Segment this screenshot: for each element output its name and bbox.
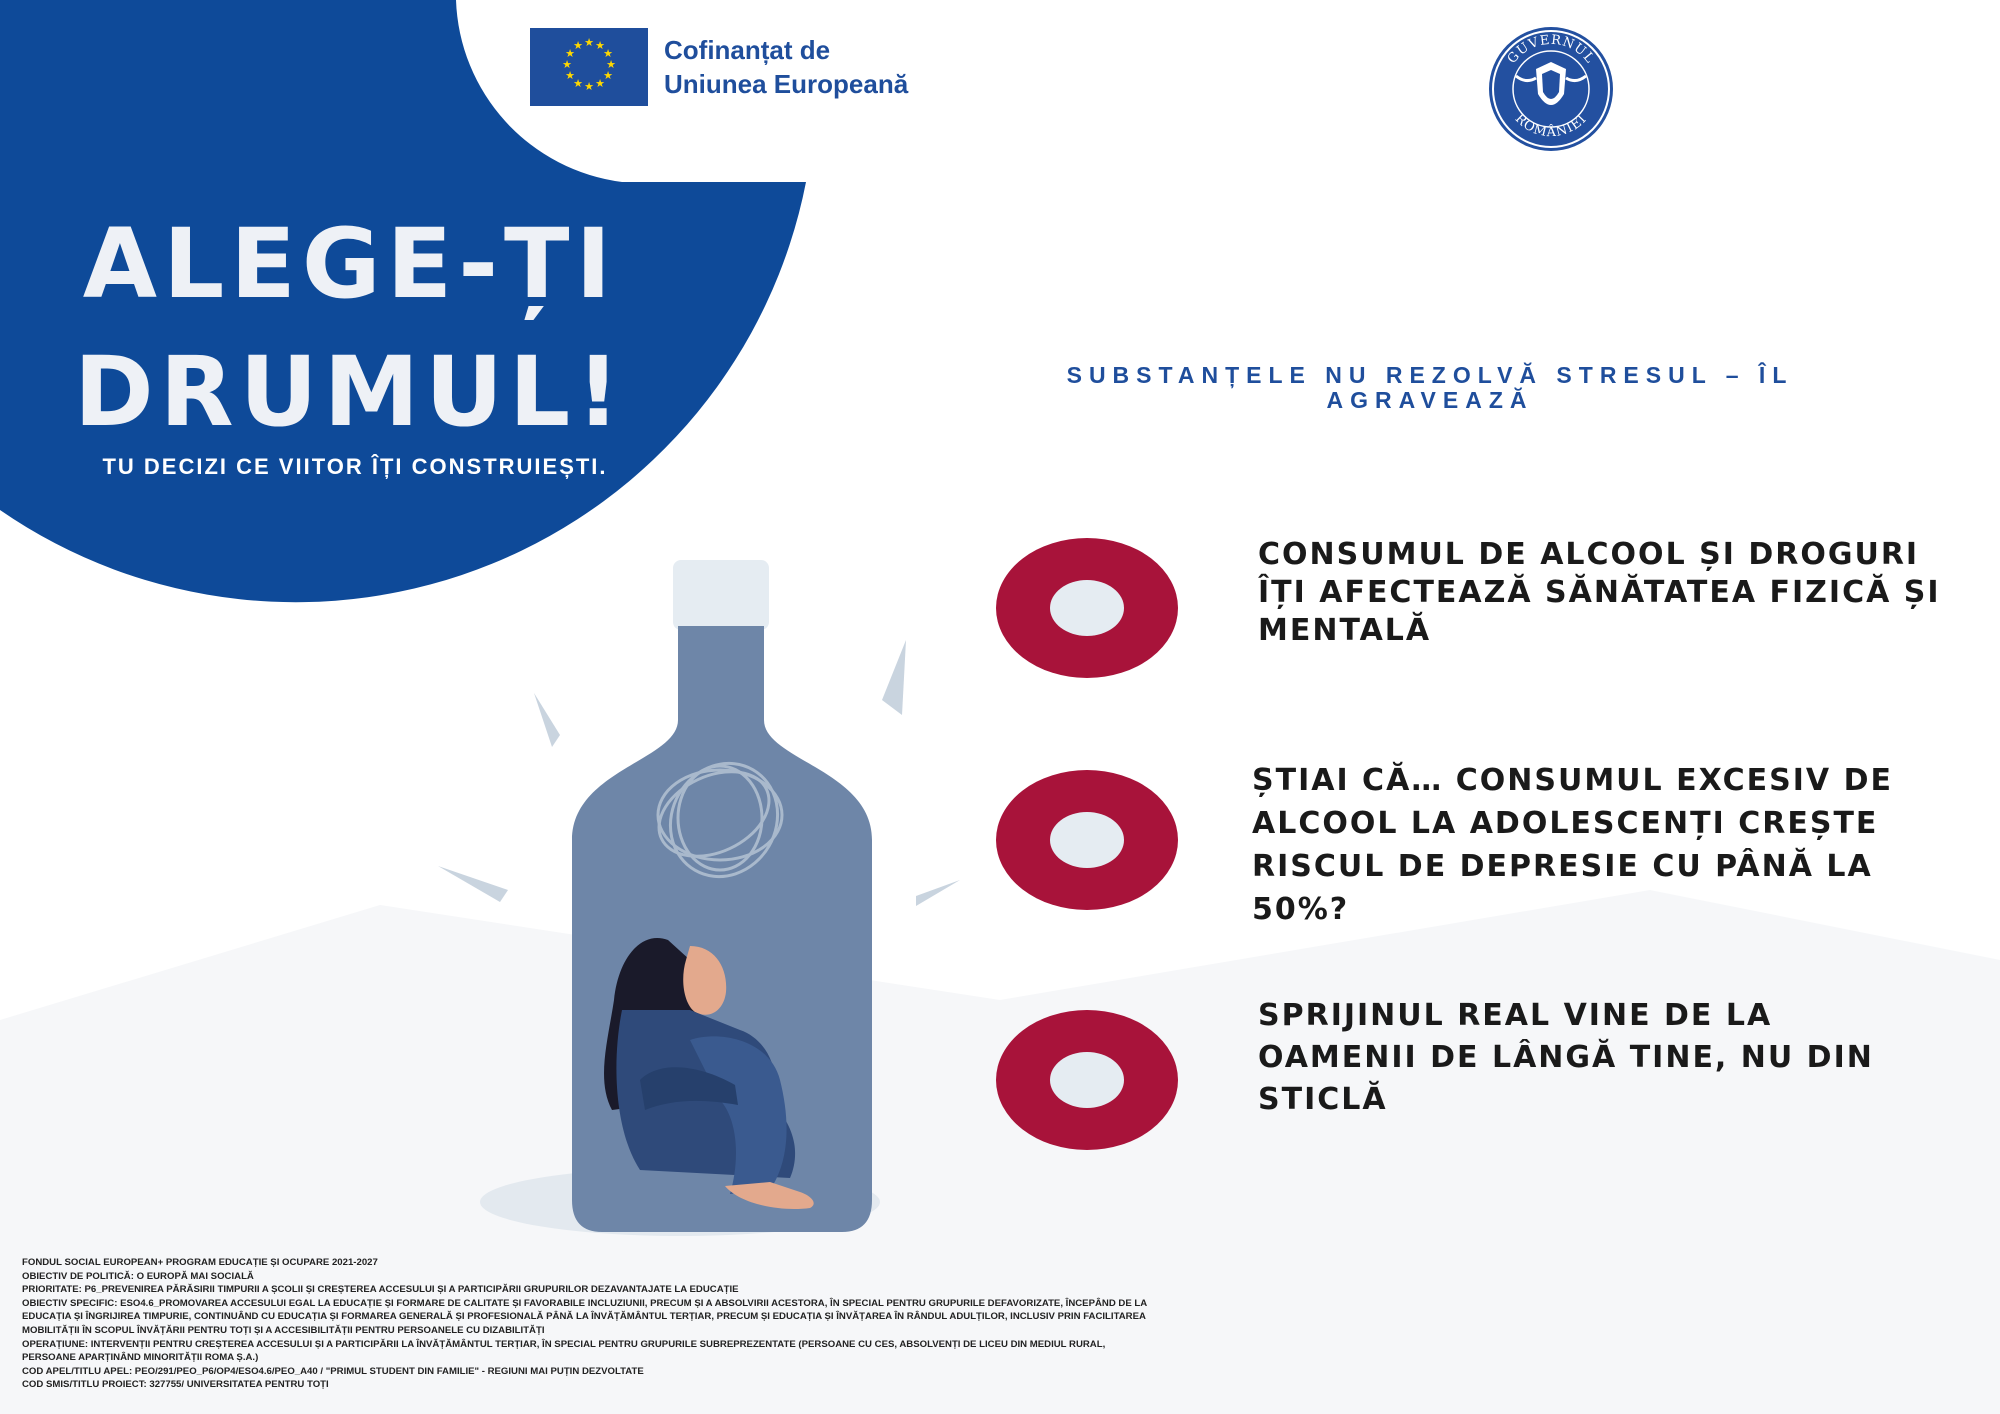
guvernul-romaniei-seal-icon xyxy=(1486,24,1616,154)
svg-text:★: ★ xyxy=(565,47,575,60)
svg-text:★: ★ xyxy=(565,69,575,82)
svg-text:★: ★ xyxy=(603,47,613,60)
headline: SUBSTANȚELE NU REZOLVĂ STRESUL – ÎL AGRAVEAZĂ xyxy=(1066,362,1794,413)
eu-logo-text: Cofinanțat de Uniunea Europeană xyxy=(664,35,909,99)
point-2-text: ȘTIAI CĂ… CONSUMUL EXCESIV DE ALCOOL LA ADOLESCENȚI CREȘTE RISCUL DE DEPRESIE CU PÂNĂ LA 50%? xyxy=(1252,763,1893,927)
svg-text:★: ★ xyxy=(595,39,605,52)
eu-flag-icon xyxy=(530,28,648,106)
bullet-ring-icon xyxy=(996,1010,1178,1150)
svg-text:★: ★ xyxy=(595,77,605,90)
point-3-text: SPRIJINUL REAL VINE DE LA OAMENII DE LÂNGĂ TINE, NU DIN STICLĂ xyxy=(1258,998,1874,1117)
hero-title: ALEGE-ȚI DRUMUL! xyxy=(74,208,626,448)
svg-text:★: ★ xyxy=(562,58,572,71)
eu-cofinancing-logo xyxy=(530,26,945,108)
girl-in-bottle-icon xyxy=(400,550,960,1240)
svg-text:★: ★ xyxy=(584,36,594,49)
bullet-ring-icon xyxy=(996,538,1178,678)
svg-text:★: ★ xyxy=(606,58,616,71)
svg-text:★: ★ xyxy=(584,80,594,93)
svg-text:★: ★ xyxy=(573,39,583,52)
svg-text:★: ★ xyxy=(573,77,583,90)
svg-text:GUVERNUL: GUVERNUL xyxy=(1504,32,1598,67)
svg-text:★: ★ xyxy=(603,69,613,82)
svg-text:ROMÂNIEI: ROMÂNIEI xyxy=(1511,111,1591,141)
bullet-ring-icon xyxy=(996,770,1178,910)
point-1-text: CONSUMUL DE ALCOOL ȘI DROGURI ÎȚI AFECTEAZĂ SĂNĂTATEA FIZICĂ ȘI MENTALĂ xyxy=(1258,537,1941,648)
funding-footer: FONDUL SOCIAL EUROPEAN+ PROGRAM EDUCAȚIE ȘI OCUPARE 2021-2027 OBIECTIV DE POLITICĂ: O EUROPĂ MAI SOCIALĂ PRIORITATE: P6_PREVENIREA PĂRĂSIRII TIMPURII A ȘCOLII ȘI CREȘTEREA ACCESULUI ȘI A PARTICIPĂRII GRUPURILOR DEZAVANTAJATE LA EDUCAȚIE OBIECTIV SPECIFIC: ESO4.6_PROMOVAREA ACCESULUI EGAL LA EDUCAȚIE ȘI FORMARE DE CALITATE ȘI FAVORABILE INCLUZIUNII, PRECUM ȘI A ABSOLVIRII ACESTORA, ÎN SPECIAL PENTRU GRUPURILE DEFAVORIZATE, ÎNCEPÂND DE LA EDUCAȚIA ȘI ÎNGRIJIREA TIMPURIE, CONTINUÂND CU EDUCAȚIA ȘI FORMAREA GENERALĂ ȘI PROFESIONALĂ PÂNĂ LA ÎNVĂȚĂMÂNTUL TERȚIAR, PRECUM ȘI EDUCAȚIA ȘI ÎNVĂȚAREA ÎN RÂNDUL ADULȚILOR, INCLUSIV PRIN FACILITAREA MOBILITĂȚII ÎN SCOPUL ÎNVĂȚĂRII PENTRU TOȚI ȘI A ACCESIBILITĂȚII PENTRU PERSOANELE CU DIZABILITĂȚI OPERAȚIUNE: INTERVENȚII PENTRU CREȘTEREA ACCESULUI ȘI A PARTICIPĂRII LA ÎNVĂȚĂMÂNTUL TERȚIAR, ÎN SPECIAL PENTRU GRUPURILE SUBREPREZENTATE (PERSOANE CU CES, ABSOLVENȚI DE LICEU DIN MEDIUL RURAL, PERSOANE APARȚINÂND MINORITĂȚII ROMA Ș.A.) COD APEL/TITLU APEL: PEO/291/PEO_P6/OP4/ESO4.6/PEO_A40 / "PRIMUL STUDENT DIN FAMILIE" - REGIUNI MAI PUȚIN DEZVOLTATE COD SMIS/TITLU PROIECT: 327755/ UNIVERSITATEA PENTRU TOȚI xyxy=(22,1257,1148,1391)
hero-subtitle: TU DECIZI CE VIITOR ÎȚI CONSTRUIEȘTI. xyxy=(102,454,608,479)
